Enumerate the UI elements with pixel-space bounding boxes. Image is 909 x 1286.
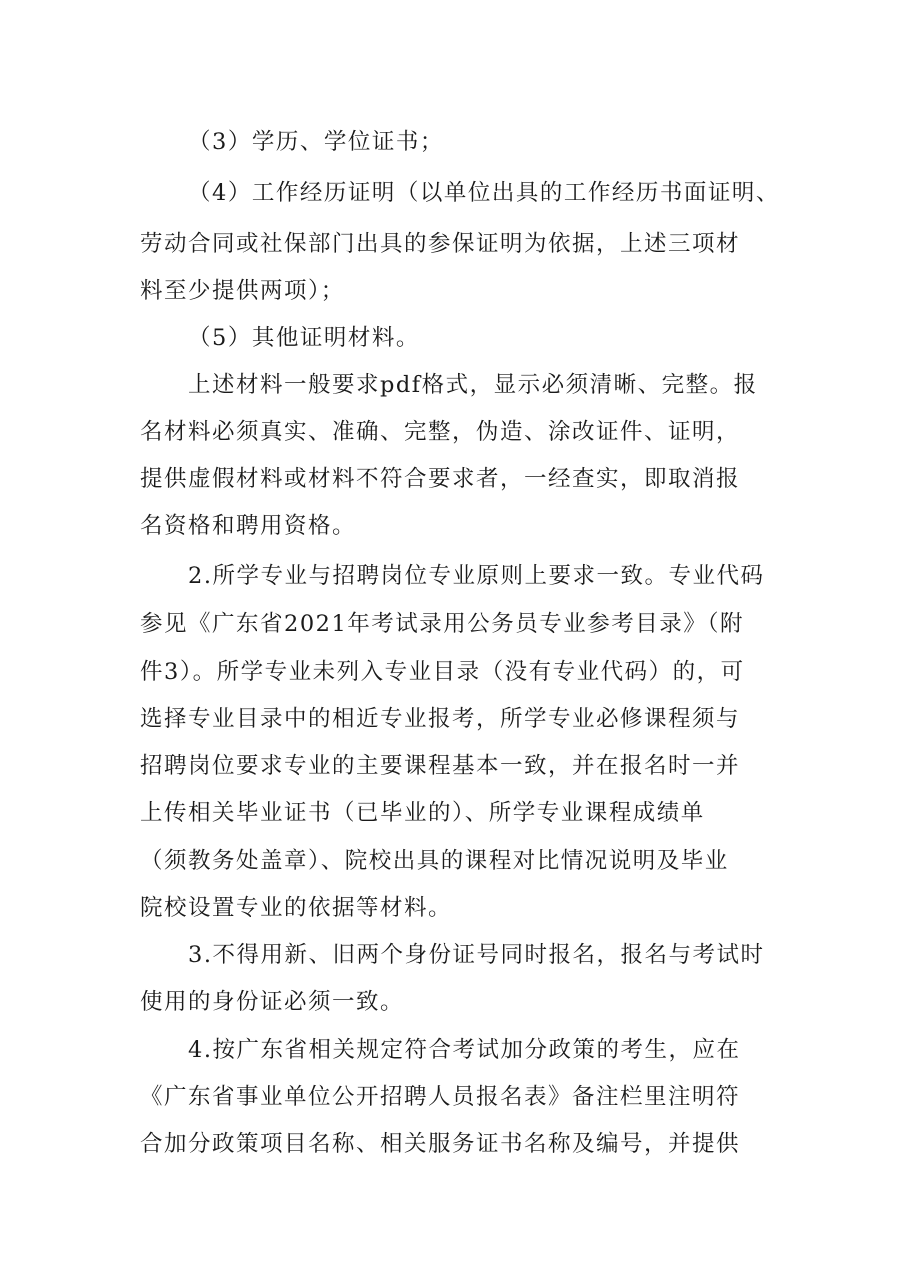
- text-line: 上述材料一般要求pdf格式，显示必须清晰、完整。报: [188, 372, 758, 398]
- text-line: 料至少提供两项）；: [140, 278, 345, 304]
- text-line: （5）其他证明材料。: [188, 325, 420, 351]
- text-line: （须教务处盖章）、院校出具的课程对比情况说明及毕业: [140, 848, 729, 874]
- text-line: （3）学历、学位证书；: [188, 129, 444, 155]
- text-line: （4）工作经历证明（以单位出具的工作经历书面证明、: [188, 180, 780, 206]
- text-line: 名材料必须真实、准确、完整，伪造、涂改证件、证明，: [140, 419, 741, 445]
- text-line: 院校设置专业的依据等材料。: [140, 895, 453, 921]
- text-line: 使用的身份证必须一致。: [140, 989, 405, 1015]
- text-line: 3.不得用新、旧两个身份证号同时报名，报名与考试时: [188, 942, 765, 968]
- text-line: 劳动合同或社保部门出具的参保证明为依据，上述三项材: [140, 231, 741, 257]
- text-line: 4.按广东省相关规定符合考试加分政策的考生，应在: [188, 1037, 741, 1063]
- text-line: 2.所学专业与招聘岗位专业原则上要求一致。专业代码: [188, 563, 765, 589]
- text-line: 选择专业目录中的相近专业报考，所学专业必修课程须与: [140, 706, 741, 732]
- text-line: 合加分政策项目名称、相关服务证书名称及编号，并提供: [140, 1131, 741, 1157]
- text-line: 件3）。所学专业未列入专业目录（没有专业代码）的，可: [140, 659, 745, 685]
- text-line: 上传相关毕业证书（已毕业的）、所学专业课程成绩单: [140, 800, 705, 826]
- text-line: 招聘岗位要求专业的主要课程基本一致，并在报名时一并: [140, 753, 741, 779]
- text-line: 名资格和聘用资格。: [140, 513, 357, 539]
- text-line: 《广东省事业单位公开招聘人员报名表》备注栏里注明符: [140, 1084, 741, 1110]
- text-line: 提供虚假材料或材料不符合要求者，一经查实，即取消报: [140, 466, 741, 492]
- text-line: 参见《广东省2021年考试录用公务员专业参考目录》（附: [140, 611, 745, 637]
